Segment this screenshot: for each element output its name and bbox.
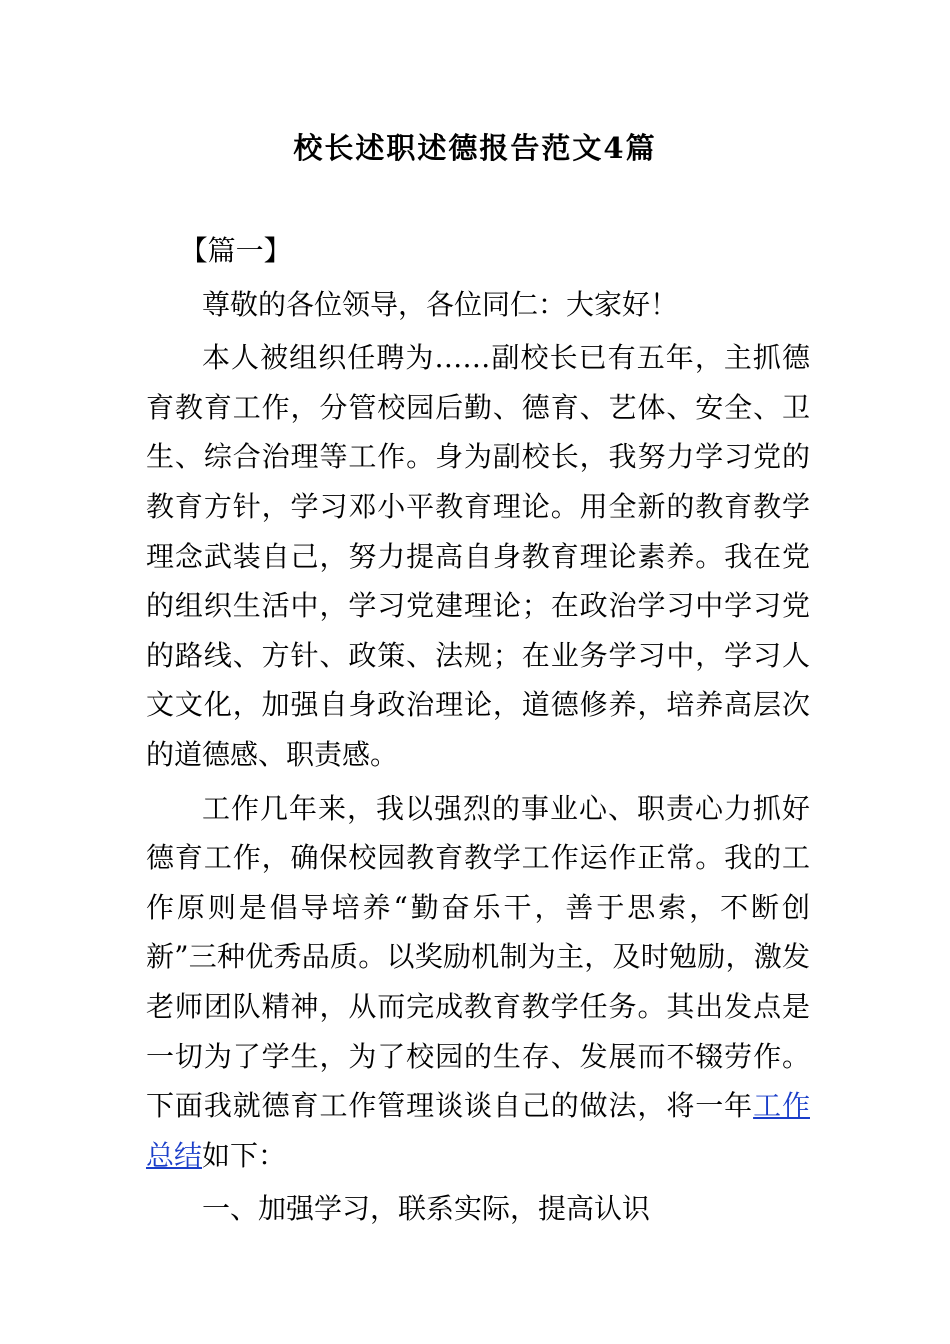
document-title: 校长述职述德报告范文4篇 <box>293 131 657 165</box>
paragraph-2-tail: 如下： <box>202 1138 287 1172</box>
body-paragraph-1: 本人被组织任聘为……副校长已有五年，主抓德育教育工作，分管校园后勤、德育、艺体、安全、卫生、综合治理等工作。身为副校长，我努力学习党的教育方针，学习邓小平教育理论。用全新的教育教学理念武装自己，努力提高自身教育理论素养。我在党的组织生活中，学习党建理论；在政治学习中学习党的路线、方针、政策、法规；在业务学习中，学习人文文化，加强自身政治理论，道德修养，培养高层次的道德感、职责感。 <box>146 341 810 771</box>
greeting-paragraph: 尊敬的各位领导，各位同仁：大家好！ <box>202 287 679 321</box>
section-label: 【篇一】 <box>179 234 292 267</box>
paragraph-2-text: 工作几年来，我以强烈的事业心、职责心力抓好德育工作，确保校园教育教学工作运作正常。我的工作原则是倡导培养“勤奋乐干，善于思索，不断创新”三种优秀品质。以奖励机制为主，及时勉励，激发老师团队精神，从而完成教育教学任务。其出发点是一切为了学生，为了校园的生存、发展而不辍劳作。下面我就德育工作管理谈谈自己的做法，将一年 <box>146 791 810 1123</box>
body-paragraph-2 <box>146 784 810 1181</box>
work-summary-link[interactable]: 工作总结 <box>146 1089 810 1172</box>
section-heading-1: 一、加强学习，联系实际，提高认识 <box>202 1192 651 1226</box>
document-body <box>146 226 810 1234</box>
